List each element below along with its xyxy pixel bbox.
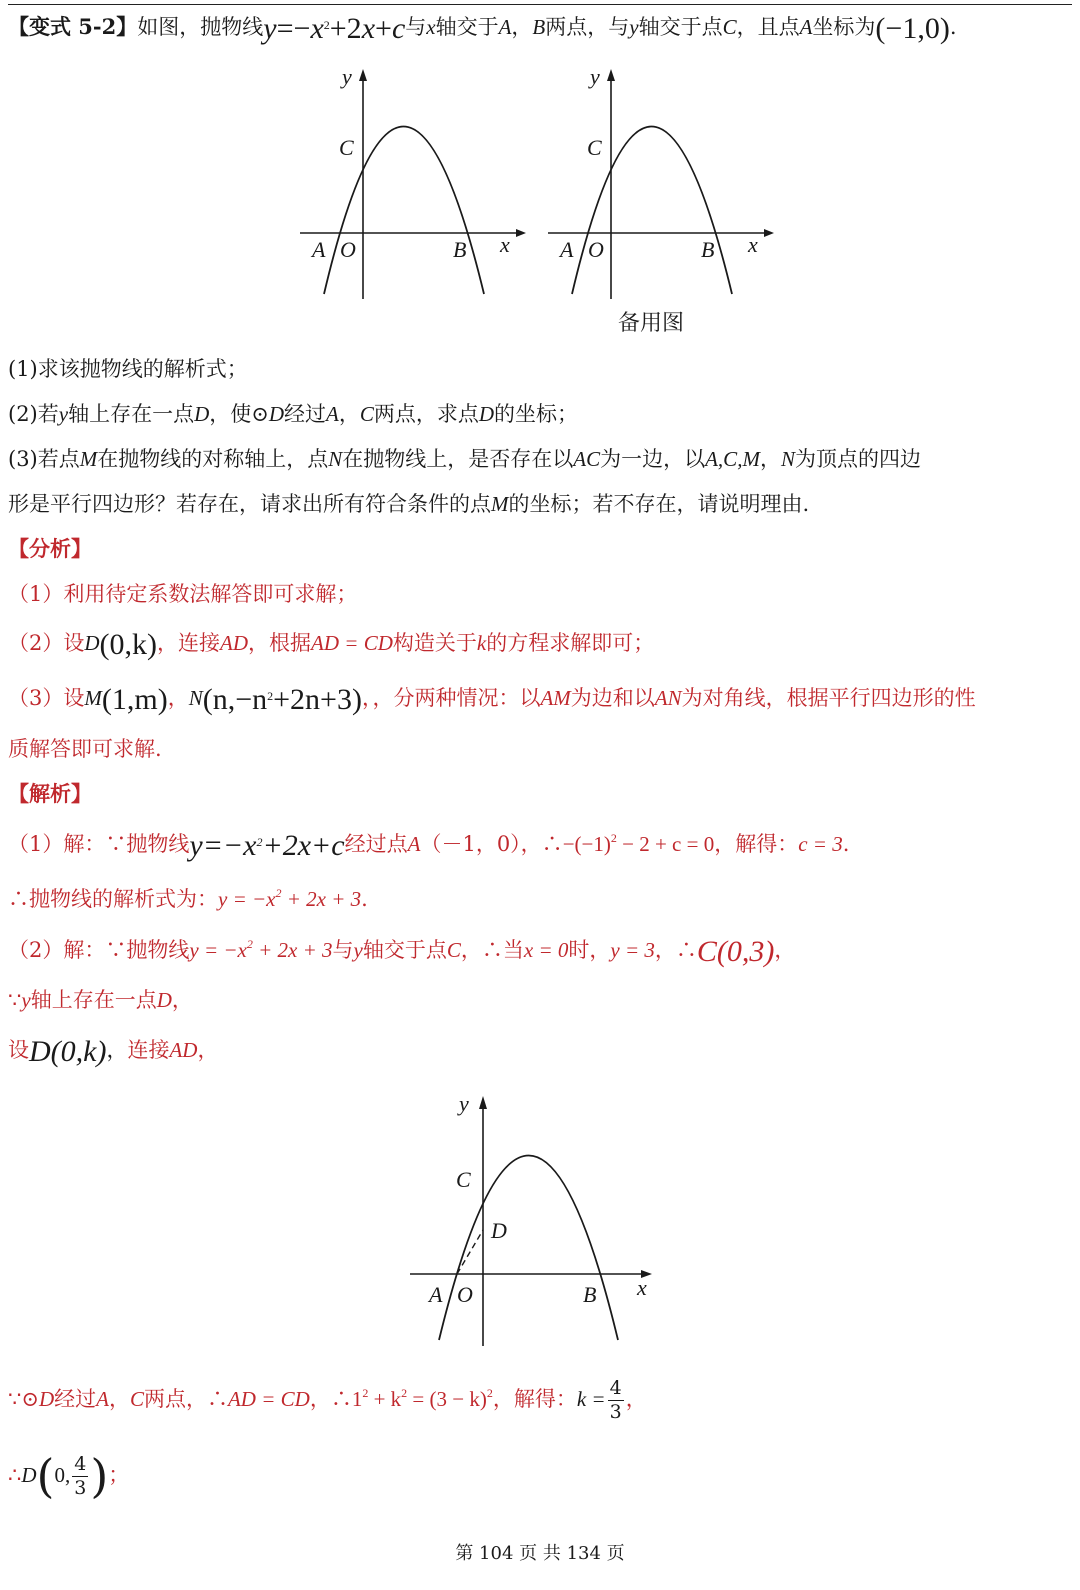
label-B: B [583, 1282, 597, 1307]
y-axis-arrow-icon [479, 1096, 487, 1109]
parabola-figure-main [290, 62, 530, 307]
analysis-3-cont: 质解答即可求解. [8, 737, 162, 761]
solution-title: 【解析】 [8, 781, 92, 806]
solution-1b: ∴抛物线的解析式为：$y = -x^2 + 2x + 3$. [8, 886, 368, 911]
analysis-3: （3）设M(1,m)，$N(n,-n^2+2n+3)$，，分两种情况：以AM为边和以AN为对角线，根据平行四边形的性 [8, 683, 976, 716]
question-3-cont: 形是平行四边形？若存在，请求出所有符合条件的点M的坐标；若不存在，请说明理由. [8, 492, 810, 516]
label-y: y [342, 64, 352, 89]
label-C: C [587, 135, 602, 160]
problem-tag: 【变式 5-2】 [8, 14, 138, 39]
solution-2: （2）解：∵抛物线$y = -x^2 + 2x + 3$与y轴交于点C，∴当x = 0时，y = 3，∴C(0,3)， [8, 935, 796, 968]
label-O: O [340, 237, 356, 262]
page-footer: 第 104 页 共 134 页 [455, 1543, 625, 1564]
label-x: x [500, 232, 510, 257]
analysis-1: （1）利用待定系数法解答即可求解； [8, 582, 358, 606]
solution-3: ∵⊙D经过A，C两点，∴AD = CD，$\therefore 1^2 + k^2 = (3 - k)^2$，解得：k = $\frac{4}{3}$ ， [8, 1377, 647, 1423]
top-rule [8, 4, 1072, 5]
label-C: C [339, 135, 354, 160]
label-C: C [456, 1167, 471, 1192]
label-y: y [590, 64, 600, 89]
figure-caption: 备用图 [618, 311, 685, 336]
label-y: y [459, 1091, 469, 1116]
solution-4: ∴D(0, $\frac{4}{3}$ )； [8, 1449, 130, 1503]
label-A: A [429, 1282, 443, 1307]
label-A: A [312, 237, 326, 262]
solution-1: （1）解：∵抛物线$y=-x^2+2x+c$经过点A（－1，0），$\therefore-(-1)^2 - 2 + c = 0$，解得：c = 3. [8, 829, 850, 862]
solution-2c: 设D(0,k)，连接AD， [8, 1035, 219, 1068]
label-D: D [491, 1218, 507, 1243]
label-O: O [457, 1282, 473, 1307]
y-axis-arrow-icon [607, 69, 615, 81]
label-O: O [588, 237, 604, 262]
analysis-title: 【分析】 [8, 536, 92, 561]
label-B: B [701, 237, 715, 262]
y-axis-arrow-icon [359, 69, 367, 81]
label-B: B [453, 237, 467, 262]
label-x: x [637, 1275, 647, 1300]
parabola-figure-with-d [405, 1088, 665, 1358]
solution-2b: ∵y轴上存在一点D， [8, 988, 193, 1012]
problem-statement: 【变式 5-2】如图，抛物线$y=-x^2+2x+c$与x轴交于A，B两点，与y轴交于点C，且点A坐标为(−1,0). [8, 12, 957, 45]
question-2: (2)若y轴上存在一点D，使⊙D经过A，C两点，求点D的坐标； [8, 402, 579, 426]
label-x: x [748, 232, 758, 257]
analysis-2: （2）设D(0,k)，连接AD，根据AD = CD构造关于k的方程求解即可； [8, 628, 655, 661]
question-3: (3)若点M在抛物线的对称轴上，点N在抛物线上，是否存在以AC为一边，以A,C,M，N为顶点的四边 [8, 447, 921, 471]
question-1: (1)求该抛物线的解析式； [8, 357, 248, 381]
parabola-figure-backup [538, 62, 778, 307]
label-A: A [560, 237, 574, 262]
x-axis-arrow-icon [516, 229, 526, 237]
x-axis-arrow-icon [764, 229, 774, 237]
